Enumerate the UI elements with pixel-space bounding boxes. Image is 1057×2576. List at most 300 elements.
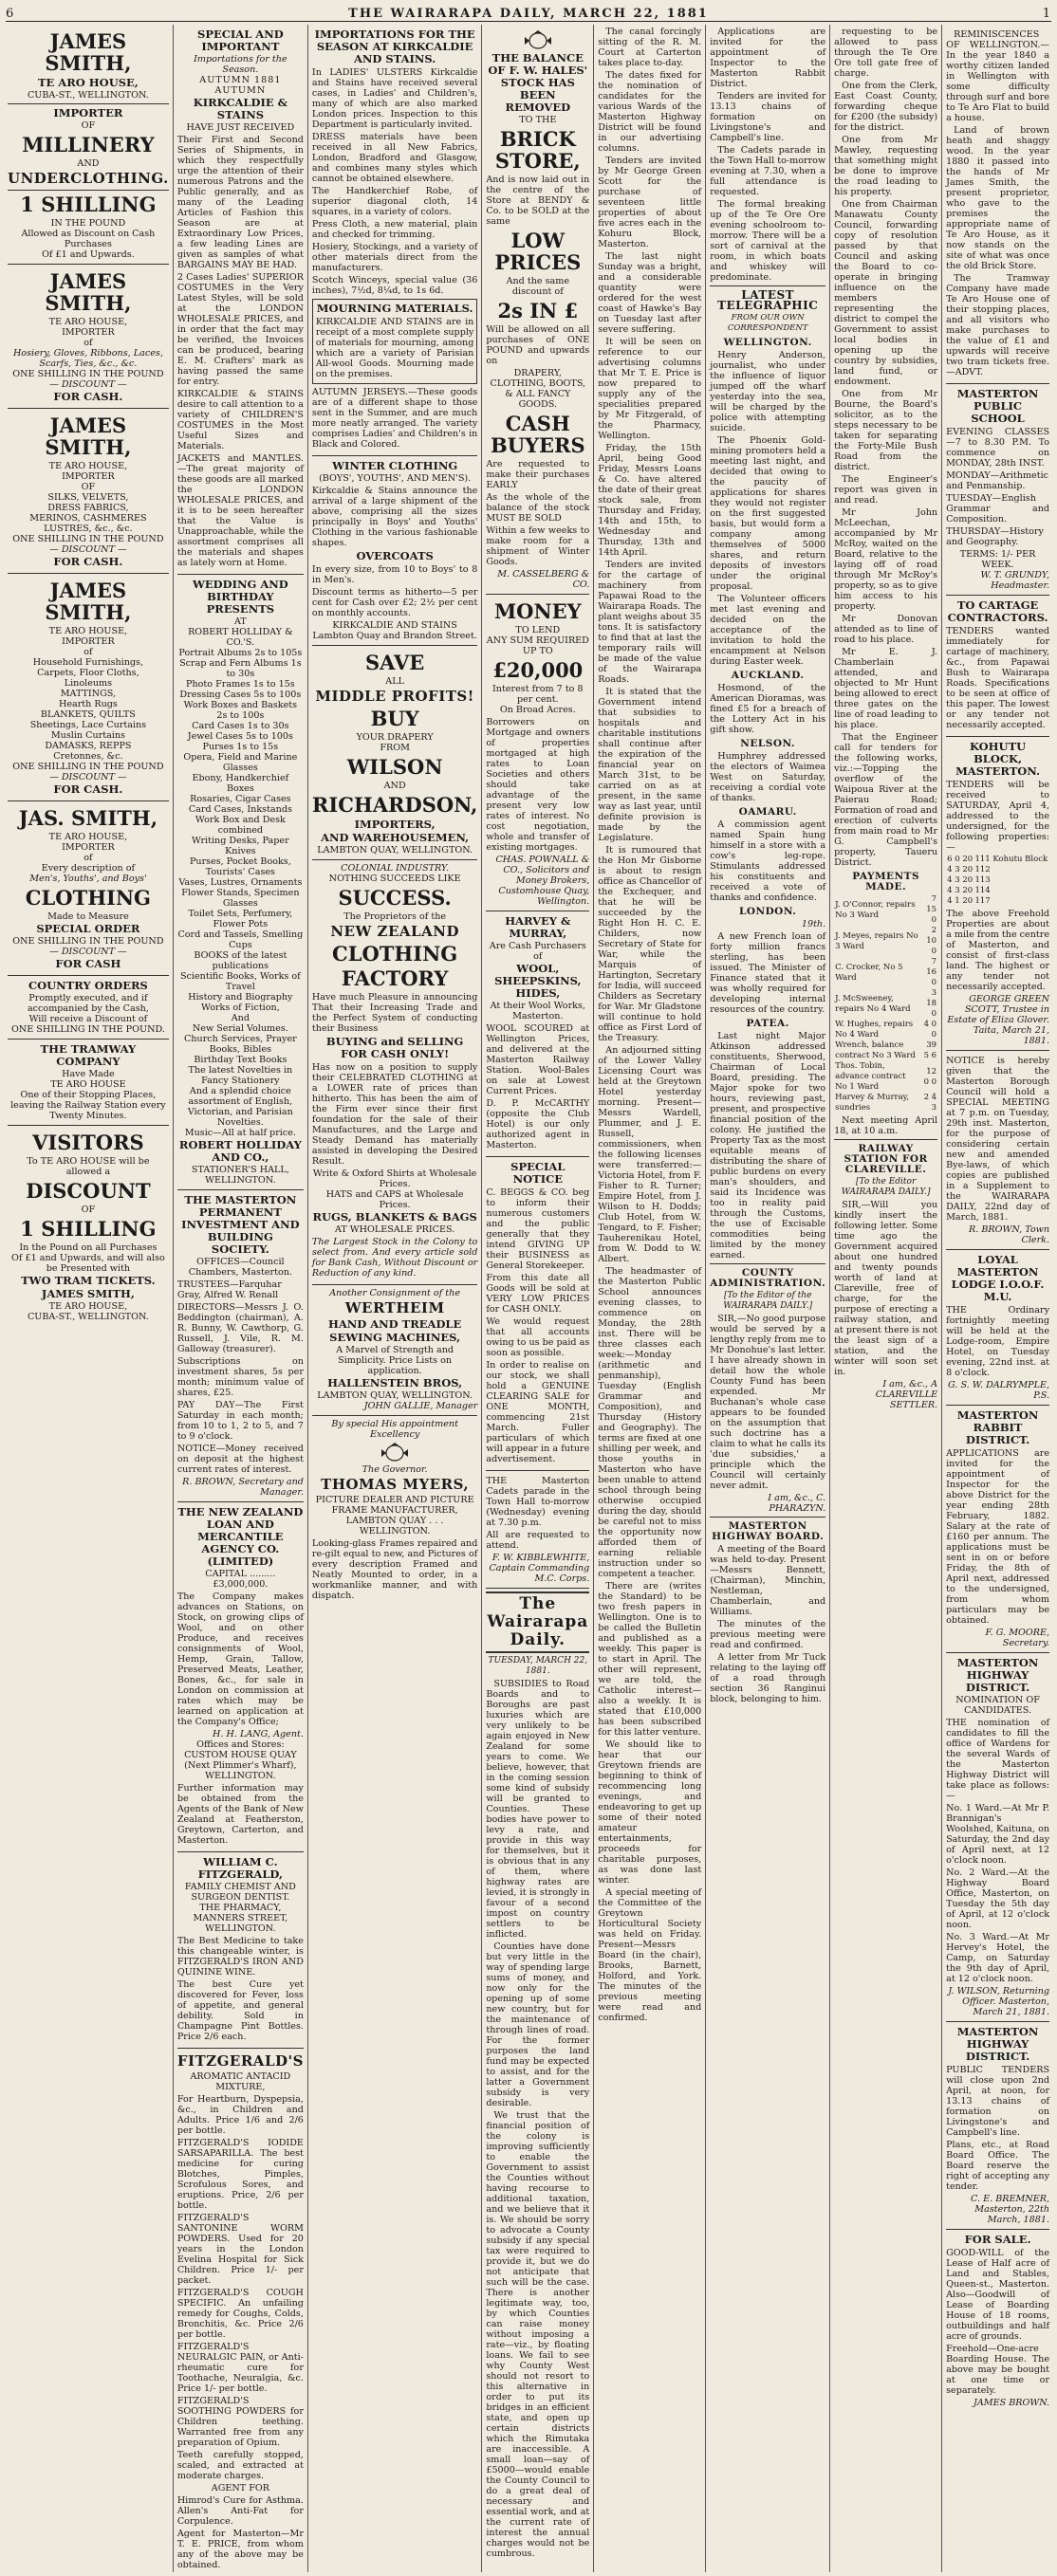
ad-line: IMPORTERS, [354,818,436,831]
ad-line: MANNERS STREET, WELLINGTON. [193,1913,288,1934]
ad-line: AGENT FOR [211,2483,269,2493]
ad-paragraph: KIRKCALDIE & STAINS desire to call attention to a variety of CHILDREN'S COSTUMES in the Most Useful Sizes and Materials. [176,389,304,451]
ad-list-item: Card Cases 1s to 30s [192,721,289,731]
section-heading: PAYMENTS MADE. [852,871,920,892]
ad-heading: KOHUTU BLOCK, MASTERTON. [955,740,1041,778]
ad-paragraph: FITZGERALD'S SANTONINE WORM POWDERS. Used for 20 years in the London Evelina Hospital for Sick Children. Price 1/- per packet. [176,2213,304,2286]
column-8 [941,25,1053,2572]
table-cell: 111 Kohutu Block [974,855,1048,864]
ad-line: Importations for the Season. [194,54,287,75]
ad-paragraph: Has now on a position to supply their CELEBRATED CLOTHING at a LOWER rate of prices than hitherto. This has been the aim of the Firm ever since their first foundation for the sale of their Manufactures, and the Large and Steady Demand has materially assisted in developing the Desired Result. [311,1062,478,1167]
table-cell: 3 18 0 [926,988,937,1019]
ad-line: YOUR DRAPERY [356,732,434,743]
ad-line: STATIONER'S HALL, WELLINGTON. [191,1165,289,1186]
ad-line: In the Pound on all Purchases [19,1242,158,1253]
dateline-city: AUCKLAND. [731,670,805,681]
ad-wertheim [312,1285,477,1416]
news-paragraph: A meeting of the Board was held to-day. Present—Messrs Bennett, (Chairman), Minchin, Nestleman, Chamberlain, and Williams. [710,1544,826,1617]
ad-line: TE ARO HOUSE, [48,317,128,327]
ad-list-item: Rosaries, Cigar Cases [190,794,291,804]
ad-paragraph: Freehold—One-acre Boarding House. The above may be bought at one time or separately. [946,2344,1050,2396]
news-paragraph: Mr John McLeechan, accompanied by Mr McRoy, waited on the Board, relative to the laying off of road through Mr McRoy's property, so as to give him access to his property. [834,507,938,612]
ad-paragraph: JACKETS and MANTLES.—The great majority of these goods are all marked the LONDON WHOLESALE PRICES, and it is to be seen hereafter that the Value is Unapproachable, while the assortment comprises all the materials and shapes as lately worn at Home. [176,453,304,568]
ad-line: FOR CASH [55,957,121,970]
ad-winter-clothing [312,456,477,646]
ad-heading: JAMES SMITH, [45,414,132,459]
ad-list-item: Purses 1s to 15s [202,742,279,752]
ad-line: THE PHARMACY, [199,1903,282,1913]
ad-line: Linoleums [64,678,113,689]
news-paragraph: Tenders are invited by Mr George Green Scott for the purchase of seventeen little properties of about five acres each in the Kohuru Block, Masterton. [598,156,702,249]
ad-heading: SUCCESS. [338,886,452,910]
ad-heading: MASTERTON HIGHWAY DISTRICT. [956,1656,1039,1694]
ad-paragraph: FITZGERALD'S COUGH SPECIFIC. An unfailing remedy for Coughs, Colds, Bronchitis, &c. Price 2/6 per bottle. [176,2288,304,2340]
ad-paragraph: From this date all Goods will be sold at VERY LOW PRICES for CASH ONLY. [486,1273,590,1315]
ad-list-item: Ebony, Handkerchief Boxes [192,773,289,794]
dateline-date: 19th. [801,919,826,929]
ad-paragraph: The above Freehold Properties are about a mile from the centre of Masterton, and consist of first-class land. The highest or any tender not necessarily accepted. [946,909,1050,992]
ad-public-school [946,384,1049,596]
letter-paragraph: SIR,—No good purpose would be served by a lengthy reply from me to Mr Donohue's last letter. I have already shown in detail how the whole County Fund has been expended. Mr Buchanan's whole case appears to be founded on the assumption that such doctrine has a claim to what he calls its 'due subsidies,' a principle which the Council will certainly never admit. [710,1314,826,1491]
ad-list-item: Toilet Sets, Perfumery, Flower Pots [188,909,293,929]
column-2 [173,25,307,2572]
news-paragraph: It will be seen on reference to our advertising columns that Mr T. E. Price is now prepared to supply any of the specialities prepared by Mr Fitzgerald, of the Pharmacy, Wellington. [598,337,702,441]
ad-paragraph: The best Cure yet discovered for Fever, loss of appetite, and general debility. Sold in Champagne Pint Bottles. Price 2/6 each. [176,1979,304,2042]
table-cell: 39 5 6 [923,1040,937,1060]
ad-heading: THE NEW ZEALAND LOAN AND MERCANTILE AGENCY CO. (LIMITED) [177,1505,304,1568]
dateline-city: PATEA. [746,1018,789,1029]
ad-line: Church Services, Prayer Books, Bibles [184,1034,297,1055]
ad-line: The Proprietors of the [343,911,447,922]
ad-line: AT WHOLESALE PRICES. [334,1224,455,1235]
ad-heading: WILLIAM C. FITZGERALD, [197,1855,283,1881]
ad-paragraph: GOOD-WILL of the Lease of Half acre of Land and Stables, Queen-st., Masterton. Also—Goodwill of Lease of Boarding House of 18 rooms, outbuildings and half acre of grounds. [946,2248,1050,2342]
ad-line: TE ARO HOUSE, [48,832,128,842]
table-row [946,865,1049,875]
news-paragraph: The minutes of the previous meeting were read and confirmed. [710,1619,826,1650]
ad-paragraph: Subscriptions on investment shares, 5s per month; minimum value of shares, £25. [176,1356,304,1398]
ad-heading: FACTORY [341,966,449,990]
ad-heading: SPECIAL NOTICE [510,1160,566,1186]
ad-paragraph: THURSDAY—History and Geography. [946,526,1044,547]
ad-paragraph: Agent for Masterton—Mr T. E. PRICE, from whom any of the above may be obtained. [176,2529,304,2570]
ad-line: Twenty Minutes. [49,1111,127,1121]
news-paragraph: One from Chairman Manawatu County Council, forwarding copy of resolution passed by that Council and asking the Board to co-operate in bringing influence on the members representing the district to compel the Government to assist local bodies in opening up the country by subsidies, land fund, or endowment. [834,199,938,387]
ad-fitzgerald-chemist [177,1852,304,2049]
ad-line: MERINOS, CASHMERES [29,513,147,524]
ad-paragraph: Discount terms as hitherto—5 per cent for Cash over £2; 2½ per cent on monthly accounts. [311,587,478,618]
ad-line: COLONIAL INDUSTRY. [341,863,450,874]
ad-paragraph: Within a few weeks to make room for a shipment of Winter Goods. [486,525,590,567]
ad-signature: M. CASSELBERG & CO. [497,569,590,590]
news-paragraph: The headmaster of the Masterton Public School announces evening classes, to commence on Monday, the 28th inst. There will be three classes each week:—Monday (arithmetic and penmanship), Tuesday (English Grammar and Composition), and Thursday (History and Geography). The terms are fixed at one shilling per week, and those youths in Masterton who have been unable to attend school through being otherwise occupied during the day, should be careful not to miss the opportunity now afforded them of earning reliable instruction under so competent a teacher. [598,1266,702,1579]
ad-line: ONE SHILLING IN THE POUND [12,936,164,947]
ad-oddfellows-lodge [946,1250,1049,1406]
ad-james-smith-millinery [8,25,169,265]
ad-signature: R. BROWN, Town Clerk. [969,1224,1050,1245]
ad-paragraph: WOOL SCOURED at Wellington Prices, and delivered at the Masterton Railway Station. Wool-Bales on sale at Lowest Current Prices. [486,1023,590,1096]
ad-line: Of £1 and Upwards, and will also be Presented with [11,1253,165,1274]
ad-james-smith-household [8,574,169,801]
ad-line: CUBA-ST., WELLINGTON. [27,1312,149,1322]
ad-highway-tenders [946,2022,1049,2230]
table-cell: 114 [974,886,991,895]
ad-harvey-murray [486,911,589,1157]
ad-line: Music—All at half price. [184,1128,296,1138]
letter-signature: I am, &c., C. PHARAZYN. [768,1493,826,1514]
ad-list-item: Purses, Pocket Books, Tourists' Cases [189,856,291,877]
news-paragraph: It is stated that the Government intend that subsidies to hospitals and charitable institutions shall continue after the expiration of the financial year on March 31st, to be carried on as at present, in the same way as last year, until definite provision is made by the Legislature. [598,687,702,843]
ad-signature: W. T. GRUNDY, Headmaster. [980,570,1050,591]
news-paragraph: The formal breaking up of the Te Ore Ore evening schoolroom to-morrow. There will be a sort of carnival at the room, in which boats and whiskey will predominate. [710,199,826,283]
ad-heading: BUY [370,707,419,730]
ad-list-item: Card Cases, Inkstands [188,804,292,815]
table-row [834,1093,937,1113]
ad-line: ONE SHILLING IN THE POUND [12,369,164,379]
news-paragraph: The last night Sunday was a bright, and a considerable quantity were ordered for the west coast of Hawke's Bay on Tuesday last after severe suffering. [598,251,702,335]
ad-paragraph: TENDERS will be received to SATURDAY, April 4, addressed to the undersigned, for the following properties:— [946,780,1050,853]
newspaper-page [4,25,1053,2572]
table-cell: 4 3 20 [947,865,974,874]
ad-line: AND WAREHOUSEMEN, [321,831,470,844]
ad-line: FOR CASH. [53,782,123,796]
ad-rabbit-district [946,1406,1049,1653]
ad-heading: MIDDLE PROFITS! [315,688,474,705]
ad-line: MATTINGS, [60,689,117,699]
table-row [946,855,1049,865]
ad-line: — DISCOUNT — [49,947,127,957]
ad-paragraph: Hosiery, Stockings, and a variety of other materials direct from the manufacturers. [311,242,478,273]
dateline-city: LONDON. [738,906,797,917]
ad-cadets [486,1471,589,1589]
ad-signature: J. WILSON, Returning Officer. Masterton, March 21, 1881. [948,1986,1050,2017]
table-row [834,1020,937,1040]
ad-line: of [83,338,93,348]
ad-line: Of £1 and Upwards. [42,249,135,260]
table-cell: 4 1 20 [947,896,974,906]
ad-paragraph: C. BEGGS & CO. beg to inform their numerous customers and the public generally that they intend GIVING UP their BUSINESS as General Storekeeper. [486,1187,590,1271]
ad-paragraph: Have much Pleasure in announcing That their Increasing Trade and the Perfect System of conducting their Business [311,992,478,1034]
ad-line: PICTURE DEALER AND PICTURE FRAME MANUFACTURER, [315,1495,474,1516]
ad-list-item: Work Box and Desk combined [195,815,286,836]
news-paragraph: The canal forcingly sitting of the R. M. Court at Carterton takes place to-day. [598,27,702,68]
ad-line: IMPORTER [53,106,123,120]
ad-line: TE ARO HOUSE [50,1079,126,1090]
news-paragraph: The Phoenix Gold-mining promoters held a meeting last night, and decided that owing to the paucity of applications for shares they would not register on the first suggested basis, but would form a company among themselves of 5000 shares, and return deposits of investors under the original proposal. [710,435,826,592]
news-paragraph: REMINISCENCES OF WELLINGTON.—In the year 1840 a worthy citizen landed in Wellington with some difficulty through surf and bore to Te Aro Flat to build a house. [946,29,1050,123]
table-cell: 2 10 0 [926,926,937,956]
ad-kirkcaldie-importations [312,25,477,456]
ad-line: New Serial Volumes. [192,1023,288,1034]
ad-line: OF [81,1205,96,1215]
ad-heading: UNDERCLOTHING. [8,170,169,187]
ad-signature: CHAS. POWNALL & CO., Solicitors and Money Brokers, Customhouse Quay, Wellington. [495,855,590,907]
ad-line: of [83,647,93,657]
news-paragraph: A commission agent named Spain hung himself in a store with a cow's leg-rope. Stimulants addressed his constituents and received a vote of thanks and confidence. [710,819,826,903]
ad-list-item: Cord and Tassels, Smelling Cups [177,929,304,950]
ad-line: Household Furnishings, [32,657,144,668]
ad-list-item: Dressing Cases 5s to 100s [179,690,302,700]
ad-line: NOTHING SUCCEEDS LIKE [328,874,461,884]
ad-paragraph: THE Masterton Cadets parade in the Town Hall to-morrow (Wednesday) evening at 7.30 p.m. [486,1476,590,1528]
ad-nz-loan [177,1502,304,1852]
ad-wilson-richardson [312,646,477,860]
ad-line: TWO TRAM TICKETS. [21,1274,156,1287]
ad-visitors [8,1126,169,1326]
section-heading: RAILWAY STATION FOR CLAREVILLE. [844,1143,928,1175]
ad-heading: VISITORS [32,1131,144,1154]
ad-line: Hosiery, Gloves, Ribbons, Laces, Scarfs, Ties, &c., &c. [12,348,163,369]
ad-line: — DISCOUNT — [49,379,127,390]
ad-signature: C. E. BREMNER, Masterton, 22th March, 1881. [971,2194,1050,2225]
ad-paragraph: DRESS materials have been received in all New Fabrics, London, Bradford and Glasgow, and combines many styles which cannot be obtained elsewhere. [311,132,478,184]
ad-line: Muslin Curtains [50,730,125,741]
table-cell: C. Crocker, No 5 Ward [835,962,903,983]
ad-line: And a splendid choice assortment of English, Victorian, and Parisian Novelties. [187,1086,293,1128]
news-paragraph: A new French loan of forty million francs sterling, has been issued. The Minister of Finance stated that it was wholly required for developing internal resources of the country. [710,931,826,1015]
ad-line: BUYING and SELLING FOR CASH ONLY! [325,1035,464,1060]
news-paragraph: The dates fixed for the nomination of candidates for the various Wards of the Masterton Highway District will be found in our advertising columns. [598,70,702,154]
ad-heading: WEDDING AND BIRTHDAY PRESENTS [192,578,288,616]
column-6 [705,25,829,2572]
dateline-city: WELLINGTON. [723,337,812,348]
news-paragraph: Mr Donovan attended as to line of road to his place. [834,614,938,645]
ad-paragraph: Teeth carefully stopped, scaled, and extracted at moderate charges. [176,2450,304,2481]
ad-paragraph: We would request that all accounts owing to us be paid as soon as possible. [486,1316,590,1358]
news-paragraph: That the Engineer call for tenders for the following works, viz.:—Topping the overflow of the Waipoua River at the Paierau Road; Formation of road and erection of culverts from main road to Mr G. Campbell's property, Taueru District. [834,732,938,868]
ad-building-society [177,1190,304,1502]
letter-header: [To the Editor of the WAIRARAPA DAILY.] [723,1291,813,1311]
ad-james-smith-hosiery [8,265,169,409]
ad-line: By special His appointment Excellency [331,1419,458,1440]
ad-line: To TE ARO HOUSE will be allowed a [27,1156,150,1177]
table-cell: Thos. Tobin, advance contract No 1 Ward [835,1061,906,1092]
table-cell: Wrench, balance contract No 3 Ward [835,1040,916,1060]
ad-heading: SAVE [365,651,425,674]
news-paragraph: Humphrey addressed the electors of Waimea West on Saturday, receiving a cordial vote of thanks. [710,751,826,803]
ad-list-item: Vases, Lustres, Ornaments [178,877,303,888]
ad-line: Have Made [62,1069,115,1079]
ad-line: TE ARO HOUSE, [37,76,139,89]
ad-line: JAMES SMITH, [41,1287,135,1300]
ad-paragraph: The Largest Stock in the Colony to select from. And every article sold for Bank Cash, Without Discount or Reduction of any kind. [311,1237,478,1279]
ad-line: TE ARO HOUSE, [48,1301,128,1312]
ad-line: Promptly executed, and if accompanied by the Cash, [27,993,149,1014]
ad-line: Will receive a Discount of [28,1014,148,1024]
ad-paragraph: Will be allowed on all purchases of ONE POUND and upwards on [486,324,590,366]
ad-heading: HARVEY & MURRAY, [505,914,571,940]
ad-heading: £20,000 [492,658,584,682]
ad-heading: DISCOUNT [26,1179,151,1203]
ad-line: Works of Fiction, [200,1003,280,1013]
ad-line: Another Consignment of the [329,1288,461,1298]
ad-line: FOR CASH. [53,555,123,568]
ad-line: Made to Measure [47,911,129,922]
ad-heading: LOYAL MASTERTON LODGE I.O.O.F. M.U. [951,1253,1045,1303]
dateline-city: OAMARU. [738,806,797,818]
ad-line: HALLENSTEIN BROS, [327,1376,463,1389]
ad-line: TE ARO HOUSE, [48,461,128,471]
section-heading-telegraphic: LATEST TELEGRAPHIC [717,288,819,312]
ad-holliday-presents [177,575,304,1190]
ad-paragraph: Himrod's Cure for Asthma. Allen's Anti-Fat for Corpulence. [176,2495,304,2527]
ad-line: And the same discount of [506,276,570,297]
ad-jas-smith-clothing [8,801,169,976]
ad-paragraph: THE Ordinary fortnightly meeting will be held at the Lodge-room, Empire Hotel, on Tuesday evening, 22nd inst. at 8 o'clock. [946,1305,1050,1378]
table-cell: 12 0 0 [923,1066,937,1087]
ad-line: Lambton Quay and Brandon Street. [312,631,477,641]
ad-tramway [8,1040,169,1126]
ad-heading: THE TRAMWAY COMPANY [40,1042,137,1068]
ad-special-notice-beggs [486,1157,589,1471]
ad-signature: F. W. KIBBLEWHITE, Captain Commanding M.C. Corps. [489,1553,590,1584]
news-paragraph: It is rumoured that the Hon Mr Gisborne is about to resign office as Chancellor of the Exchequer, and that he will be succeeded by the Right Hon H. C. E. Childers, now Secretary of State for War, while the Marquis of Hartington, Secretary for India, will succeed Childers as Secretary for War. Mr Gladstone will continue to hold office as First Lord of the Treasury. [598,845,702,1043]
letter-signature: I am, &c., A CLAREVILLE SETTLER. [875,1379,938,1410]
ad-signature: R. BROWN, Secretary and Manager. [182,1477,304,1498]
ad-heading: RICHARDSON, [311,793,478,817]
ad-line: TERMS: 1/- PER WEEK. [959,549,1036,570]
ad-brick-store [486,25,589,595]
ad-line: DRESS FABRICS, [47,503,129,513]
news-paragraph: The Tramway Company have made Te Aro House one of their stopping places, and all visitors who make purchases to the value of £1 and upwards will receive two tram tickets free.—ADVT. [946,273,1050,377]
ad-line: Offices and Stores: [196,1739,285,1750]
ad-line: AND [77,158,100,169]
ad-line: (BOYS', YOUTHS', AND MEN'S). [319,473,472,484]
ad-line: HAVE JUST RECEIVED [186,122,295,133]
news-paragraph: The Engineer's report was given in and read. [834,474,938,506]
table-cell: 6 0 20 [947,855,974,864]
ad-line: On Broad Acres. [499,705,576,715]
table-cell: J. McSweeney, repairs No 4 Ward [835,993,911,1014]
ad-heading: MOURNING MATERIALS. [316,302,473,315]
ad-line: DAMASKS, REPPS [45,741,132,751]
column-4 [481,25,593,2572]
ad-paragraph: DIRECTORS—Messrs J. O. Beddington (chairman), A. R. Bunny, W. Cawthorp, G. Russell, J. Vile, R. M. Galloway (treasurer). [176,1302,304,1354]
ad-heading: 1 SHILLING [20,193,157,216]
ad-line: TO LEND [515,625,561,635]
ad-line: OF [81,482,96,492]
ad-line: LAMBTON QUAY . . . WELLINGTON. [345,1516,444,1536]
reminiscences [946,25,1049,384]
ad-line: The latest Novelties in Fancy Stationery [188,1065,293,1086]
ad-paragraph: THE nomination of candidates to fill the office of Wardens for the several Wards of the Masterton Highway District will take place as follows:— [946,1718,1050,1801]
property-table [946,855,1049,907]
ad-heading: FITZGERALD'S [176,2052,304,2070]
news-paragraph: Tenders are invited for 13.13 chains of formation on Livingstone's and Campbell's line. [710,91,826,143]
section-subheading: FROM OUR OWN CORRESPONDENT [727,313,808,333]
ad-paragraph: PAY DAY—The First Saturday in each month; from 10 to 1, 2 to 5, and 7 to 9 o'clock. [176,1400,304,1442]
ad-heading: SPECIAL AND IMPORTANT [197,28,284,53]
ad-line: LUSTRES, &c., &c. [44,524,133,534]
ad-heading: FOR SALE. [964,2233,1031,2246]
ad-line: One of their Stopping Places, leaving the Railway Station every [10,1090,166,1111]
ad-line: TO THE [519,115,557,125]
ad-line: TE ARO HOUSE, [48,626,128,636]
table-row [946,896,1049,907]
ad-country-orders [8,976,169,1040]
table-cell: W. Hughes, repairs No 4 Ward [835,1020,914,1040]
ad-heading: JAS. SMITH, [18,806,158,830]
ad-heading: JAMES SMITH, [45,579,132,624]
ad-heading: CLOTHING [332,942,458,966]
ad-paragraph: AUTUMN JERSEYS.—These goods are of a different shape to those sent in the Summer, and are much more neatly arranged. The variety comprises Ladies' and Children's in Black and Colored. [311,387,478,450]
ad-heading: MONEY [493,599,582,623]
editorial [486,1592,589,2559]
ad-line: SILKS, VELVETS, [47,492,129,503]
ad-list-item: Opera, Field and Marine Glasses [183,752,298,773]
news-paragraph: We should like to hear that our Greytown friends are beginning to think of recommencing long evenings, and endeavoring to get up some of their noted amateur entertainments, proceeds for charitable purposes, as was done last winter. [598,1739,702,1886]
news-paragraph: Henry Anderson, journalist, who under the influence of liquor jumped off the wharf yesterday into the sea, will be charged by the police with attempting suicide. [710,350,826,433]
table-row [834,894,937,926]
ad-line: A Marvel of Strength and Simplicity. Price Lists on application. [336,1345,454,1376]
ad-heading: THE BALANCE OF F. W. HALES' STOCK HAS BEEN REMOVED [488,51,588,114]
ad-line: WOOL, SHEEPSKINS, HIDES, [494,962,582,1000]
ad-line: Interest from 7 to 8 per cent. [492,684,584,705]
table-cell: 4 0 0 [923,1020,937,1040]
ad-heading: MASTERTON HIGHWAY DISTRICT. [956,2025,1039,2063]
table-row [946,875,1049,886]
ad-heading: BRICK STORE, [494,127,581,173]
ad-list-item: Writing Desks, Paper Knives [192,836,289,856]
ad-paragraph: Press Cloth, a new material, plain and checked for trimming. [311,219,478,240]
table-cell: 113 [974,875,991,885]
ad-paragraph: In LADIES' ULSTERS Kirkcaldie and Stains have received several cases, in Ladies' and Children's, many of which are also marked London prices. Inspection to this Department is particularly invited. [311,67,478,130]
ad-thomas-myers [312,1416,477,1607]
table-cell: J. Meyes, repairs No 3 Ward [835,930,918,951]
page-number-left: 6 [6,7,15,21]
ad-line: IMPORTER [62,471,115,482]
ad-line: The Governor. [362,1464,428,1475]
ad-line: of [83,853,93,863]
ad-heading: MASTERTON RABBIT DISTRICT. [956,1408,1039,1446]
table-row [834,988,937,1020]
news-paragraph: Friday, the 15th April, being Good Friday, Messrs Loans & Co. have altered the date of their great stock sale, from Thursday and Friday, 14th and 15th, to Wednesday and Thursday, 13th and 14th April. [598,443,702,558]
editorial-paragraph: SUBSIDIES to Road Boards and to Boroughs are past luxuries which are very unlikely to be again enjoyed in New Zealand for some years to come. We believe, however, that in the coming session some kind of subsidy will be granted to Counties. These bodies have power to levy a rate, and provide in this way for themselves, but it is obvious that in any of them, where highway rates are levied, it is strongly in favour of a second impost on country settlers to be inflicted. [486,1679,590,1940]
ad-paragraph: The Company makes advances on Stations, on Stock, on growing clips of Wool, and on other Produce, and receives consignments of Wool, Hemp, Grain, Tallow, Preserved Meats, Leather, Bones, &c., for sale in London on commission at rates which may be learned on application at the Company's Office; [176,1592,304,1727]
ad-line: — DISCOUNT — [49,544,127,555]
ad-paragraph: Looking-glass Frames repaired and re-gilt equal to new, and Pictures of every description Framed and Neatly Mounted to order, in a workmanlike manner, and with dispatch. [311,1538,478,1601]
ad-heading: CASH BUYERS [490,412,585,457]
ad-line: BLANKETS, QUILTS [40,709,136,720]
table-cell: J. O'Connor, repairs No 3 Ward [835,899,916,920]
ad-paragraph: Their First and Second Series of Shipments, in which they respectfully urge the attention of their numerous Patrons and the Public generally, and as many of the Leading Articles of Fashion this Season are at Extraordinary Low Prices, a few leading Lines are given as samples of what BARGAINS MAY BE HAD. [176,135,304,270]
news-paragraph: Hosmond, of the American Dioramas, was fined £5 for a breach of the Lottery Act in his gift show. [710,683,826,735]
column-3 [307,25,481,2572]
news-paragraph: The Cadets parade in the Town Hall to-morrow evening at 7.30, when a full attendance is requested. [710,145,826,197]
ad-line: SEWING MACHINES, [329,1331,461,1344]
editorial-date: TUESDAY, MARCH 22, 1881. [488,1656,588,1676]
ad-line: FAMILY CHEMIST AND SURGEON DENTIST. [184,1882,296,1903]
news-paragraph: A special meeting of the Committee of the Greytown Horticultural Society was held on Friday. Present—Messrs Board (in the chair), Brooks, Barnett, Holford, and York. The minutes of the previous meeting were read and confirmed. [598,1887,702,2023]
editorial-masthead: The Wairarapa Daily. [486,1592,589,1653]
page-number-right: 1 [1042,7,1051,21]
ad-paragraph: FITZGERALD'S SOOTHING POWDERS for Children teething. Warranted free from any preparation of Opium. [176,2396,304,2448]
ad-line: LAMBTON QUAY, WELLINGTON. [317,1390,473,1401]
ad-paragraph: The Handkerchief Robe, of superior diagonal cloth, 14 squares, in a variety of colors. [311,186,478,217]
ad-paragraph: FITZGERALD'S NEURALGIC PAIN, or Anti-rheumatic cure for Toothache, Neuralgia, &c. Price 1/- per bottle. [176,2342,304,2394]
ad-line: Carpets, Floor Cloths, [37,668,139,678]
newspaper-title: THE WAIRARAPA DAILY, MARCH 22, 1881 [348,7,709,21]
ad-line: Allowed as Discount on Cash Purchases [21,229,156,249]
ad-signature: G. S. W. DALRYMPLE, P.S. [948,1380,1050,1401]
ad-line: AROMATIC ANTACID MIXTURE, [190,2071,291,2092]
ad-paragraph: D. P. McCARTHY (opposite the Club Hotel) is our only authorized agent in Masterton. [486,1098,590,1150]
table-cell: 4 3 20 [947,886,974,895]
table-cell: 112 [974,865,991,874]
ad-borough-notice [946,1051,1049,1250]
ad-line: At their Wool Works, Masterton. [490,1001,585,1021]
news-paragraph: The Volunteer officers met last evening and decided on the acceptance of the invitation to hold the encampment at Nelson during Easter week. [710,594,826,667]
